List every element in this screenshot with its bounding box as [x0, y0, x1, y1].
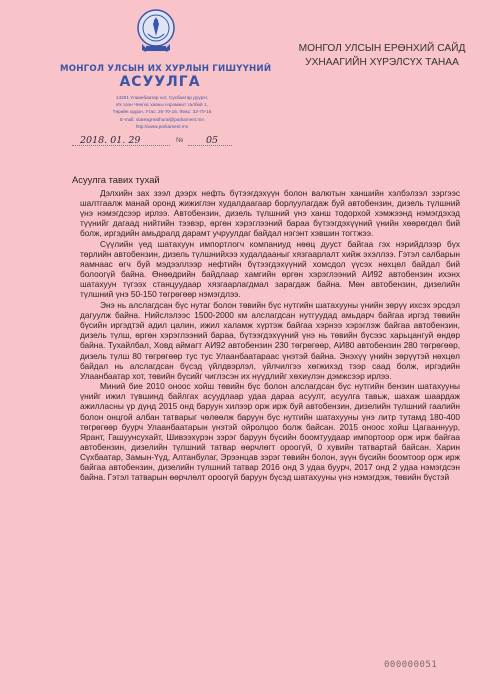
- address-line: Их эзэн Чингис хааны нэрэмжит талбай 1,: [116, 102, 208, 108]
- address-line: 14201 Улаанбаатар хот, Сүхбаатар дүүрэг,: [115, 95, 209, 100]
- recipient-line-1: МОНГОЛ УЛСЫН ЕРӨНХИЙ САЙД: [298, 43, 466, 54]
- org-address: [92, 94, 232, 130]
- document-number: 05: [206, 135, 219, 146]
- subject-line: Асуулга тавих тухай: [72, 174, 160, 185]
- address-email: E-mail: statesgreathural@parliament.mn: [120, 116, 204, 122]
- body-paragraph: Дэлхийн зах зээл дээрх нефть бүтээгдэхүүн болон валютын ханшийн хэлбэлзэл зэргээс шалтгаалж манай оронд жижиглэн худалдаагаар борлуулагдаж буй автобензин, дизель түлшний үнэ нэмэгдсээр ирлээ. Автобензин, дизель түлшний үнэ ханш тодорхой хэмжээнд нэмэгдэхэд түүнийг дагаад нийтийн тээвэр, өргөн хэрэглээний бараа бүтээгдэхүүний үнийн хөөрөгдөл бий болж, иргэдийн амьдралд дарамт учруулдаг байдал нэгэнт хэвшин тогтжээ.: [80, 188, 460, 239]
- org-document-type: АСУУЛГА: [119, 74, 201, 90]
- recipient-line-2: УХНААГИЙН ХҮРЭЛСҮХ ТАНАА: [305, 57, 459, 68]
- number-label: №: [176, 137, 184, 144]
- document-date: 2018. 01. 29: [80, 135, 141, 146]
- body-paragraph: Миний бие 2010 оноос хойш төвийн бүс болон алслагдсан бүс нутгийн бензин шатахууны үнийг ижил түвшинд байлгах асуудлаар удаа дараа асуулт, асуулга тавьж, шахаж шаардаж ажилласны үр дүнд 2015 онд баруун хилээр орж ирж буй автобензин, дизелийн түлшний гаалийн болон онцгой албан татварыг чөлөөлж баруун бүс нутгийн шатахууны үнэ литр тутамд 180-400 төгрөгөөр буурч Улаанбаатарын үнэтэй ойролцоо болж байсан. 2015 оноос хойш Цагааннуур, Ярант, Гашуунсухайт, Шивээхүрэн зэрэг баруун бүсийн боомтуудаар импортоор орж ирж байгаа автобензин, дизелийн түлшний татвар өөрчлөгт ороогүй, 0 хувийн татвартай байсан. Харин Сүхбаатар, Замын-Үүд, Алтанбулаг, Эрээнцав зэрэг төвийн болон, зүүн бүсийн боомтоор орж ирж байгаа автобензин, дизелийн түлшний татвар 2016 онд 3 удаа буурч, 2017 онд 2 удаа нэмэгдсэн байна. Гэтэл татварын өөрчлөлт ороогүй баруун бүсэд шатахууны үнэ нэмэгдэж, төвийн бүстэй: [80, 381, 460, 483]
- body-paragraph: Энэ нь алслагдсан бүс нутаг болон төвийн бүс нутгийн шатахууны үнийн зөрүү ихсэх эрсдэл дагуулж байна. Нийслэлээс 1500-2000 км алслагдсан нутгуудад амьдарч байгаа иргэд төвийн бүсийн иргэдтэй адил цалин, ижил халамж хүртэж байгаа хэрнээ хэрэглэж байгаа автобензин, дизель түлш, өргөн хэрэглээний бараа, бүтээгдэхүүний үнэ нь төвийн бүсээс харьцангуй өндөр байна. Тухайлбал, Ховд аймагт АИ92 автобензин 230 төгрөгөөр, АИ80 автобензин 280 төгрөгөөр, дизель түлш 80 төгрөгөөр тус тус Улаанбаатараас үнэтэй байна. Энэхүү үнийн зөрүүтэй нөхцөл байдал нь алслагдсан бүсэд үйлдвэрлэл, үйлчилгээ хөгжихэд тээр саад болж, иргэдийн Улаанбаатар хот, төвийн бүсийг чиглэсэн их нүүдлийг хөхиүлэн дэмжсээр ирлээ.: [80, 300, 460, 381]
- page-stamp-number: 000000051: [384, 660, 438, 670]
- address-website: http://www.parliament.mn: [135, 123, 189, 129]
- state-emblem-icon: [136, 6, 176, 56]
- org-name: МОНГОЛ УЛСЫН ИХ ХУРЛЫН ГИШҮҮНИЙ: [60, 64, 272, 74]
- recipient-block: [282, 42, 482, 70]
- letter-body: [80, 188, 460, 483]
- address-line: Төрийн ордон, Утас: 26-70-16, Факс: 32-70-16: [112, 109, 212, 115]
- date-number-line: [72, 137, 232, 149]
- body-paragraph: Сүүлийн үед шатахуун импортлогч компаниуд нөөц дууст байгаа гэх нэрийдлээр бүх төрлийн автобензин, дизель түлшнийхээ худалдааныг хязгаарлалт хийж эхэллээ. Гэтэл салбарын яамнаас өгч буй мэдээллээр нефтийн бүтээгдэхүүний хомсдол үүсэх нөхцөл байдал бий болоогүй байна. Өнөөдрийн байдлаар хамгийн өргөн хэрэглээний АИ92 автобензин ихэнх шатахуун түгээх станцуудаар хязгаарлагдмал зарагдаж байна. Мөн автобензин, дизелийн түлшний үнэ 50-150 төгрөгөөр нэмэгдлээ.: [80, 238, 460, 300]
